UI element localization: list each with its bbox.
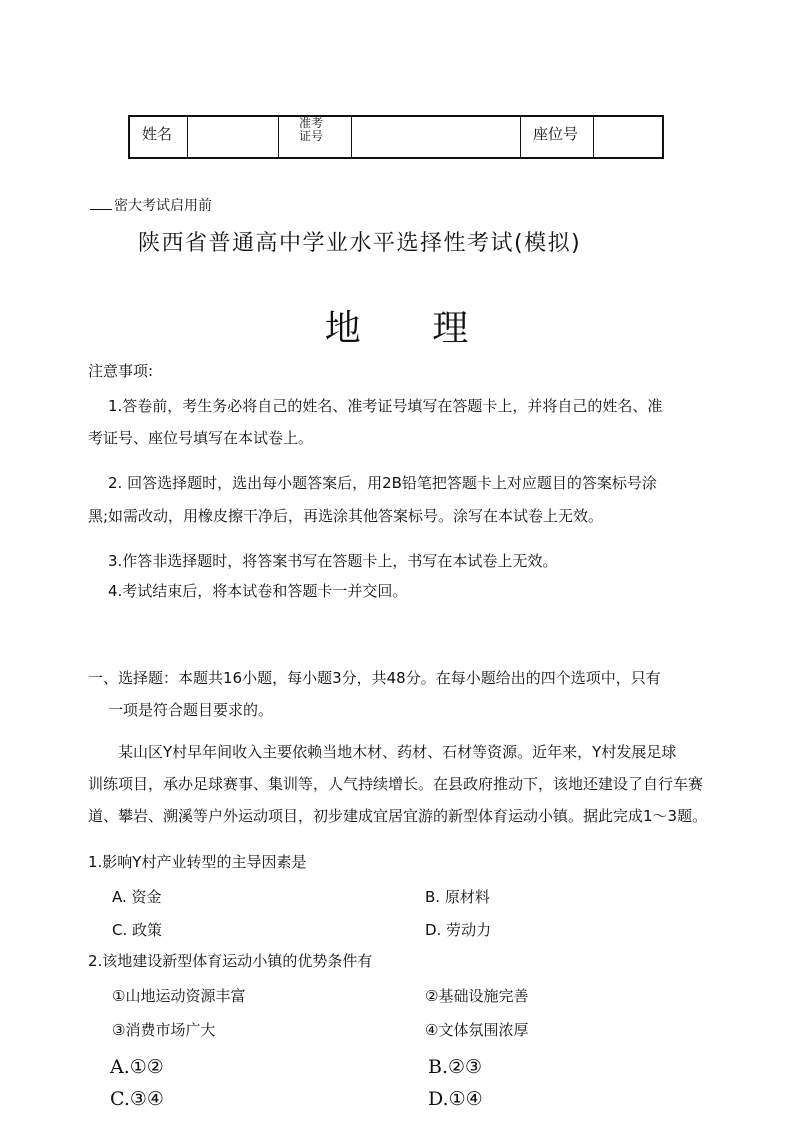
exam-id-label-line2: 证号 <box>299 129 324 143</box>
exam-id-label-cell <box>279 117 352 157</box>
exam-id-label <box>299 117 329 143</box>
notes-heading: 注意事项: <box>88 362 154 380</box>
note-item-4: 4.考试结束后，将本试卷和答题卡一并交回。 <box>108 582 408 600</box>
q2-option-a[interactable]: A.①② <box>110 1056 164 1078</box>
exam-id-label-line1: 准考 <box>299 116 324 130</box>
subject-title: 地 理 <box>324 308 469 349</box>
section1-line-2: 一项是符合题目要求的。 <box>108 701 274 719</box>
q2-statement-2: ②基础设施完善 <box>425 987 529 1005</box>
note-item-3: 3.作答非选择题时，将答案书写在答题卡上，书写在本试卷上无效。 <box>108 552 558 570</box>
name-label-cell <box>130 117 188 157</box>
passage-line-2: 训练项目，承办足球赛事、集训等，人气持续增长。在县政府推动下，该地还建设了自行车赛 <box>88 775 704 793</box>
note-item-1-line-1: 1.答卷前，考生务必将自己的姓名、准考证号填写在答题卡上，并将自己的姓名、准 <box>108 397 663 415</box>
q2-stem: 2.该地建设新型体育运动小镇的优势条件有 <box>88 952 373 970</box>
exam-title: 陕西省普通高中学业水平选择性考试(模拟) <box>138 231 582 256</box>
seat-field[interactable] <box>594 117 662 157</box>
q1-option-b[interactable]: B. 原材料 <box>425 888 490 906</box>
q2-option-b[interactable]: B.②③ <box>428 1056 483 1078</box>
name-field[interactable] <box>188 117 279 157</box>
secret-underline <box>90 209 112 210</box>
q2-option-d[interactable]: D.①④ <box>428 1088 483 1110</box>
q1-stem: 1.影响Y村产业转型的主导因素是 <box>88 853 307 871</box>
note-item-1-line-2: 考证号、座位号填写在本试卷上。 <box>88 429 314 447</box>
passage-line-1: 某山区Y村早年间收入主要依赖当地木材、药材、石材等资源。近年来，Y村发展足球 <box>118 743 677 761</box>
exam-id-field[interactable] <box>352 117 521 157</box>
passage-line-3: 道、攀岩、溯溪等户外运动项目，初步建成宜居宜游的新型体育运动小镇。据此完成1～3题。 <box>88 807 708 825</box>
q2-statement-1: ①山地运动资源丰富 <box>112 987 246 1005</box>
note-item-2-line-2: 黑;如需改动，用橡皮擦干净后，再选涂其他答案标号。涂写在本试卷上无效。 <box>88 507 604 525</box>
note-item-2-line-1: 2. 回答选择题时，选出每小题答案后，用2B铅笔把答题卡上对应题目的答案标号涂 <box>108 474 657 492</box>
q1-option-c[interactable]: C. 政策 <box>112 921 163 939</box>
q1-option-d[interactable]: D. 劳动力 <box>425 921 492 939</box>
secret-label <box>90 195 212 215</box>
name-label: 姓名 <box>142 125 173 143</box>
section1-line-1: 一、选择题：本题共16小题，每小题3分，共48分。在每小题给出的四个选项中，只有 <box>88 669 661 687</box>
q2-statement-4: ④文体氛围浓厚 <box>425 1021 529 1039</box>
q1-option-a[interactable]: A. 资金 <box>112 888 162 906</box>
seat-label: 座位号 <box>533 125 579 143</box>
candidate-info-table <box>128 115 664 159</box>
seat-label-cell <box>521 117 594 157</box>
secret-text: 密大考试启用前 <box>114 198 212 214</box>
q2-option-c[interactable]: C.③④ <box>110 1088 164 1110</box>
q2-statement-3: ③消费市场广大 <box>112 1021 216 1039</box>
